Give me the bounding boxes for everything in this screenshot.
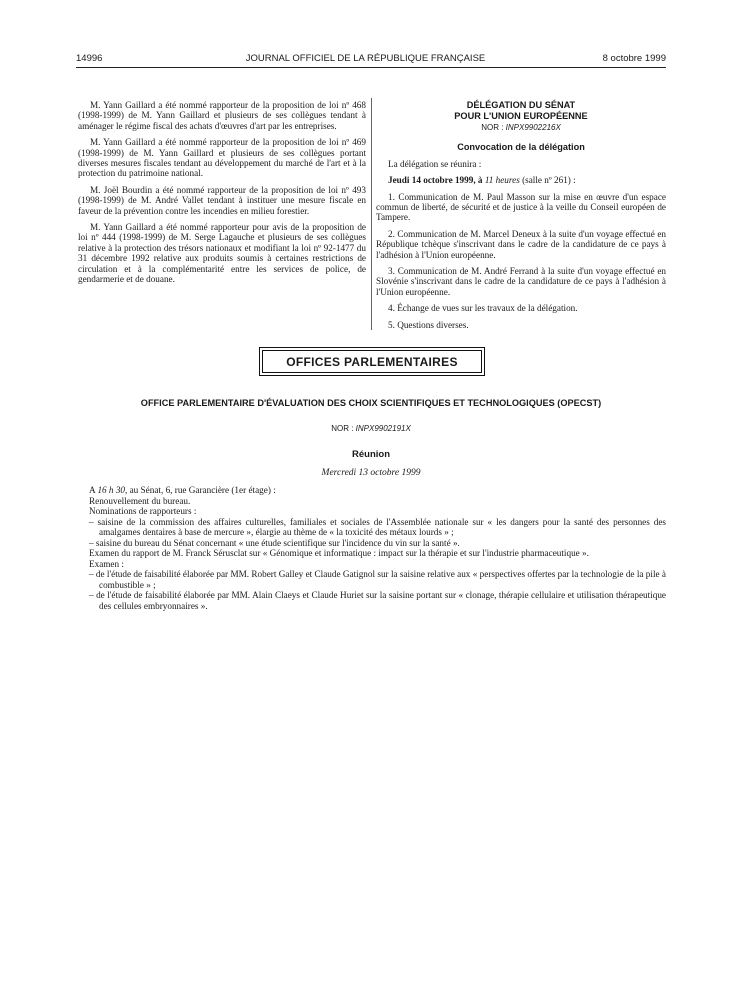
meeting-room: (salle nº 261) : [522, 175, 576, 186]
issue-date: 8 octobre 1999 [602, 53, 666, 64]
office-agenda [89, 485, 666, 611]
meeting-location: , au Sénat, 6, rue Garancière (1er étage) : [125, 485, 276, 495]
agenda-line: – de l'étude de faisabilité élaborée par MM. Robert Galley et Claude Gatignol sur la saisine relative aux « perspectives offertes par la technologie de la pile à combustible » ; [89, 569, 666, 590]
agenda-item: 4. Échange de vues sur les travaux de la délégation. [388, 303, 578, 314]
right-column [376, 100, 666, 336]
office-nor [76, 424, 666, 433]
nor-code: INPX9902216X [505, 123, 561, 132]
header-rule [76, 67, 666, 68]
agenda-line: Renouvellement du bureau. [89, 495, 191, 506]
agenda-line: – saisine de la commission des affaires culturelles, familiales et sociales de l'Assemblée nationale sur « les dangers pour la santé des personnes des amalgames dentaires à base de mercure », élargie au thème de « la toxicité des métaux lourds » ; [89, 516, 666, 537]
meeting-schedule [376, 175, 666, 185]
agenda-line: – de l'étude de faisabilité élaborée par MM. Alain Claeys et Claude Huriet sur la saisine portant sur « clonage, thérapie cellulaire et utilisation thérapeutique des cellules embryonnaires ». [89, 590, 666, 611]
nomination-paragraph: M. Yann Gaillard a été nommé rapporteur pour avis de la proposition de loi nº 444 (1998-1999) de M. Serge Lagauche et plusieurs de ses collègues relative à la protection des trésors nationaux et modifiant la loi nº 92-1477 du 31 décembre 1992 relative aux produits soumis à certaines restrictions de circulation et à la complémentarité entre les services de police, de gendarmerie et de douane. [78, 222, 366, 285]
meeting-day: Jeudi 14 octobre 1999, à [388, 175, 483, 186]
delegation-title-line2: POUR L'UNION EUROPÉENNE [454, 111, 588, 121]
delegation-nor [376, 123, 666, 133]
nor-code: INPX9902191X [355, 424, 411, 433]
office-title: OFFICE PARLEMENTAIRE D'ÉVALUATION DES CHOIX SCIENTIFIQUES ET TECHNOLOGIQUES (OPECST) [140, 398, 602, 408]
left-column [78, 100, 366, 291]
agenda-item: 2. Communication de M. Marcel Deneux à la suite d'un voyage effectué en République tchèque s'inscrivant dans le cadre de la candidature de ce pays à l'adhésion à l'Union européenne. [376, 228, 666, 260]
agenda-line: – saisine du bureau du Sénat concernant « une étude scientifique sur l'incidence du vin sur la santé ». [89, 537, 460, 548]
nomination-paragraph: M. Joël Bourdin a été nommé rapporteur de la proposition de loi nº 493 (1998-1999) de M. André Vallet tendant à instituer une mesure fiscale en faveur de la prévention contre les incendies en milieu forestier. [78, 184, 366, 216]
section-box [259, 347, 485, 376]
office-time-location [89, 485, 666, 496]
office-reunion-heading: Réunion [352, 449, 390, 460]
time-prefix: A [89, 485, 96, 495]
agenda-item: 5. Questions diverses. [388, 319, 469, 330]
nor-label: NOR : [331, 424, 354, 433]
nor-label: NOR : [481, 123, 504, 132]
agenda-item: 3. Communication de M. André Ferrand à la suite d'un voyage effectué en Slovénie s'inscrivant dans le cadre de la candidature de ce pays à l'adhésion à l'Union européenne. [376, 266, 666, 297]
agenda-line: Examen du rapport de M. Franck Sérusclat sur « Génomique et informatique : impact sur la thérapie et sur l'industrie pharmaceutique ». [89, 548, 589, 558]
nomination-paragraph: M. Yann Gaillard a été nommé rapporteur de la proposition de loi nº 469 (1998-1999) de M. Yann Gaillard et plusieurs de ses collègues portant diverses mesures fiscales tendant au développement du marché de l'art et à la protection du patrimoine national. [78, 137, 366, 179]
journal-title: JOURNAL OFFICIEL DE LA RÉPUBLIQUE FRANÇAISE [245, 53, 486, 64]
agenda-line: Examen : [89, 558, 124, 569]
convocation-intro: La délégation se réunira : [388, 158, 482, 169]
nomination-paragraph: M. Yann Gaillard a été nommé rapporteur de la proposition de loi nº 468 (1998-1999) de M. Yann Gaillard et plusieurs de ses collègues tendant à aménager le régime fiscal des achats d'œuvres d'art par les entreprises. [78, 100, 366, 131]
agenda-line: Nominations de rapporteurs : [89, 506, 197, 516]
section-box-label: OFFICES PARLEMENTAIRES [262, 350, 482, 373]
meeting-time: 16 h 30 [97, 485, 125, 495]
office-date: Mercredi 13 octobre 1999 [321, 468, 421, 478]
page-number: 14996 [76, 53, 103, 64]
agenda-item: 1. Communication de M. Paul Masson sur la mise en œuvre d'un espace commun de liberté, de sécurité et de justice à la veille du Conseil européen de Tampere. [376, 191, 666, 223]
meeting-time: 11 heures [484, 175, 520, 186]
delegation-title-line1: DÉLÉGATION DU SÉNAT [466, 100, 576, 110]
convocation-title: Convocation de la délégation [457, 142, 585, 153]
column-divider [371, 98, 372, 330]
